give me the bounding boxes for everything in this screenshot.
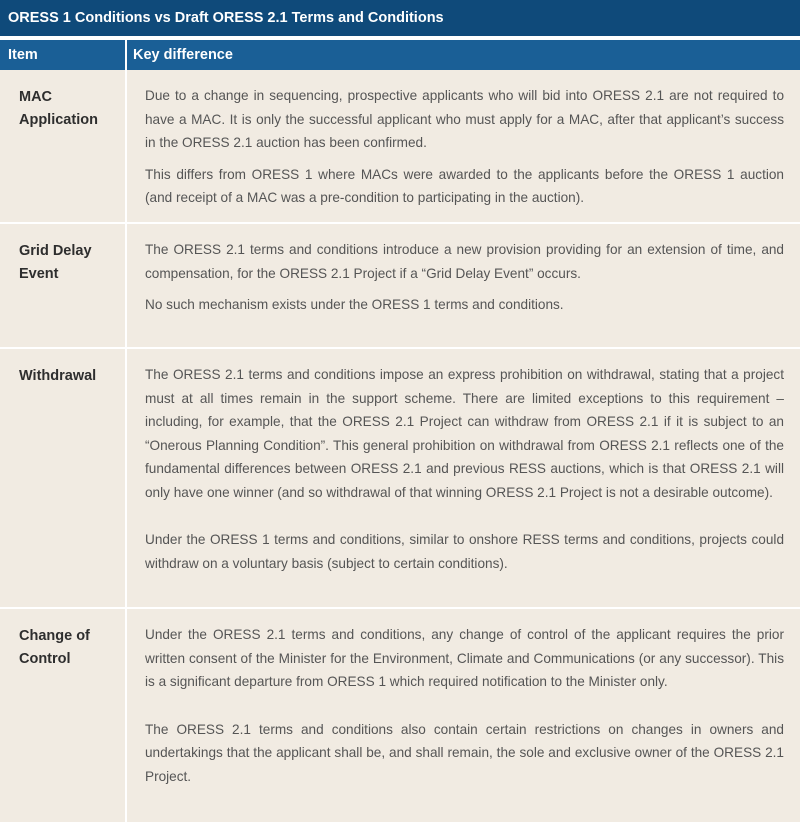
item-label-line2: Event [19, 266, 59, 282]
item-label-line1: Grid Delay [19, 243, 92, 259]
table-row [0, 70, 800, 223]
item-label-line2: Control [19, 651, 71, 667]
difference-paragraph: Under the ORESS 1 terms and conditions, similar to onshore RESS terms and conditions, projects could withdraw on a voluntary basis (subject to certain conditions). [145, 532, 784, 571]
difference-paragraph: The ORESS 2.1 terms and conditions also contain certain restrictions on changes in owners and undertakings that the applicant shall be, and shall remain, the sole and exclusive owner of the ORESS 2.1 Project. [145, 721, 784, 784]
difference-paragraph: The ORESS 2.1 terms and conditions impose an express prohibition on withdrawal, stating that a project must at all times remain in the support scheme. There are limited exceptions to this requirement – including, for example, that the ORESS 2.1 Project can withdraw from ORESS 2.1 if it is subject to an “Onerous Planning Condition”. This general prohibition on withdrawal from ORESS 2.1 reflects one of the fundamental differences between ORESS 2.1 and previous RESS auctions, which is that ORESS 2.1 will only have one winner (and so withdrawal of that winning ORESS 2.1 Project is not a desirable outcome). [145, 367, 784, 500]
difference-paragraph: Due to a change in sequencing, prospective applicants who will bid into ORESS 2.1 are not required to have a MAC. It is only the successful applicant who must apply for a MAC, after that applicant’s success in the ORESS 2.1 auction has been confirmed. [145, 88, 784, 150]
row-difference-cell [126, 348, 800, 608]
row-difference-cell [126, 608, 800, 822]
row-difference-cell [126, 70, 800, 223]
difference-paragraph: This differs from ORESS 1 where MACs were awarded to the applicants before the ORESS 1 auction (and receipt of a MAC was a pre-condition to participating in the auction). [145, 166, 784, 205]
table-title: ORESS 1 Conditions vs Draft ORESS 2.1 Terms and Conditions [0, 0, 800, 36]
table-row [0, 223, 800, 348]
row-item-cell [0, 223, 126, 348]
table-header-row [0, 40, 800, 70]
table-row [0, 348, 800, 608]
item-label-line1: MAC [19, 89, 53, 105]
table-row [0, 608, 800, 822]
row-item-cell [0, 348, 126, 608]
header-item: Item [0, 40, 126, 70]
item-label-line1: Withdrawal [19, 368, 97, 384]
difference-paragraph: The ORESS 2.1 terms and conditions introduce a new provision providing for an extension of time, and compensation, for the ORESS 2.1 Project if a “Grid Delay Event” occurs. [145, 242, 784, 281]
item-label-line1: Change of [19, 628, 90, 644]
item-label-line2: Application [19, 112, 98, 128]
comparison-table [0, 40, 800, 822]
difference-paragraph: Under the ORESS 2.1 terms and conditions, any change of control of the applicant requires the prior written consent of the Minister for the Environment, Climate and Communications (or any successor). This is a significant departure from ORESS 1 which required notification to the Minister only. [145, 627, 784, 689]
row-item-cell [0, 70, 126, 223]
header-key-difference: Key difference [126, 40, 800, 70]
row-item-cell [0, 608, 126, 822]
difference-paragraph: No such mechanism exists under the ORESS 1 terms and conditions. [145, 297, 564, 312]
row-difference-cell [126, 223, 800, 348]
